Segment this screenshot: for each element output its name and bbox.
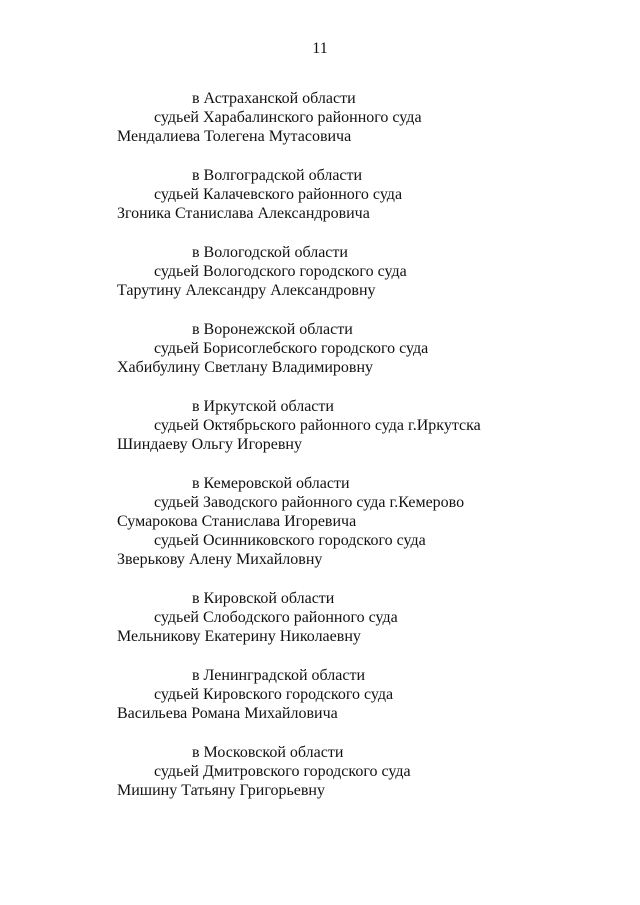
appointments-list (0, 89, 640, 820)
appointee-name: Сумарокова Станислава Игоревича (117, 513, 357, 530)
region-section (0, 589, 640, 646)
court-position: судьей Осинниковского городского суда (154, 532, 426, 549)
region-section (0, 89, 640, 146)
region-section (0, 166, 640, 223)
court-position: судьей Октябрьского районного суда г.Иркутска (154, 417, 481, 434)
court-position: судьей Слободского районного суда (154, 609, 398, 626)
region-heading: в Вологодской области (192, 244, 348, 261)
appointee-name: Згоника Станислава Александровича (117, 205, 370, 222)
court-position: судьей Борисоглебского городского суда (154, 340, 429, 357)
region-heading: в Кировской области (192, 590, 335, 607)
region-heading: в Кемеровской области (192, 475, 350, 492)
appointee-name: Шиндаеву Ольгу Игоревну (117, 436, 302, 453)
court-position: судьей Харабалинского районного суда (154, 109, 422, 126)
page-number: 11 (312, 40, 328, 57)
region-heading: в Иркутской области (192, 398, 334, 415)
region-section (0, 397, 640, 454)
region-section (0, 320, 640, 377)
region-heading: в Московской области (192, 744, 344, 761)
court-position: судьей Калачевского районного суда (154, 186, 403, 203)
appointee-name: Мишину Татьяну Григорьевну (117, 782, 325, 799)
region-section (0, 666, 640, 723)
region-heading: в Воронежской области (192, 321, 353, 338)
appointee-name: Васильева Романа Михайловича (117, 705, 338, 722)
appointee-name: Зверькову Алену Михайловну (117, 551, 323, 568)
region-heading: в Ленинградской области (192, 667, 365, 684)
court-position: судьей Вологодского городского суда (154, 263, 407, 280)
appointee-name: Мельникову Екатерину Николаевну (117, 628, 361, 645)
region-heading: в Астраханской области (192, 90, 356, 107)
region-section (0, 474, 640, 569)
court-position: судьей Заводского районного суда г.Кемерово (154, 494, 465, 511)
region-section (0, 743, 640, 800)
region-section (0, 243, 640, 300)
appointee-name: Тарутину Александру Александровну (117, 282, 376, 299)
appointee-name: Мендалиева Толегена Мутасовича (117, 128, 352, 145)
region-heading: в Волгоградской области (192, 167, 363, 184)
court-position: судьей Кировского городского суда (154, 686, 394, 703)
appointee-name: Хабибулину Светлану Владимировну (117, 359, 374, 376)
court-position: судьей Дмитровского городского суда (154, 763, 411, 780)
